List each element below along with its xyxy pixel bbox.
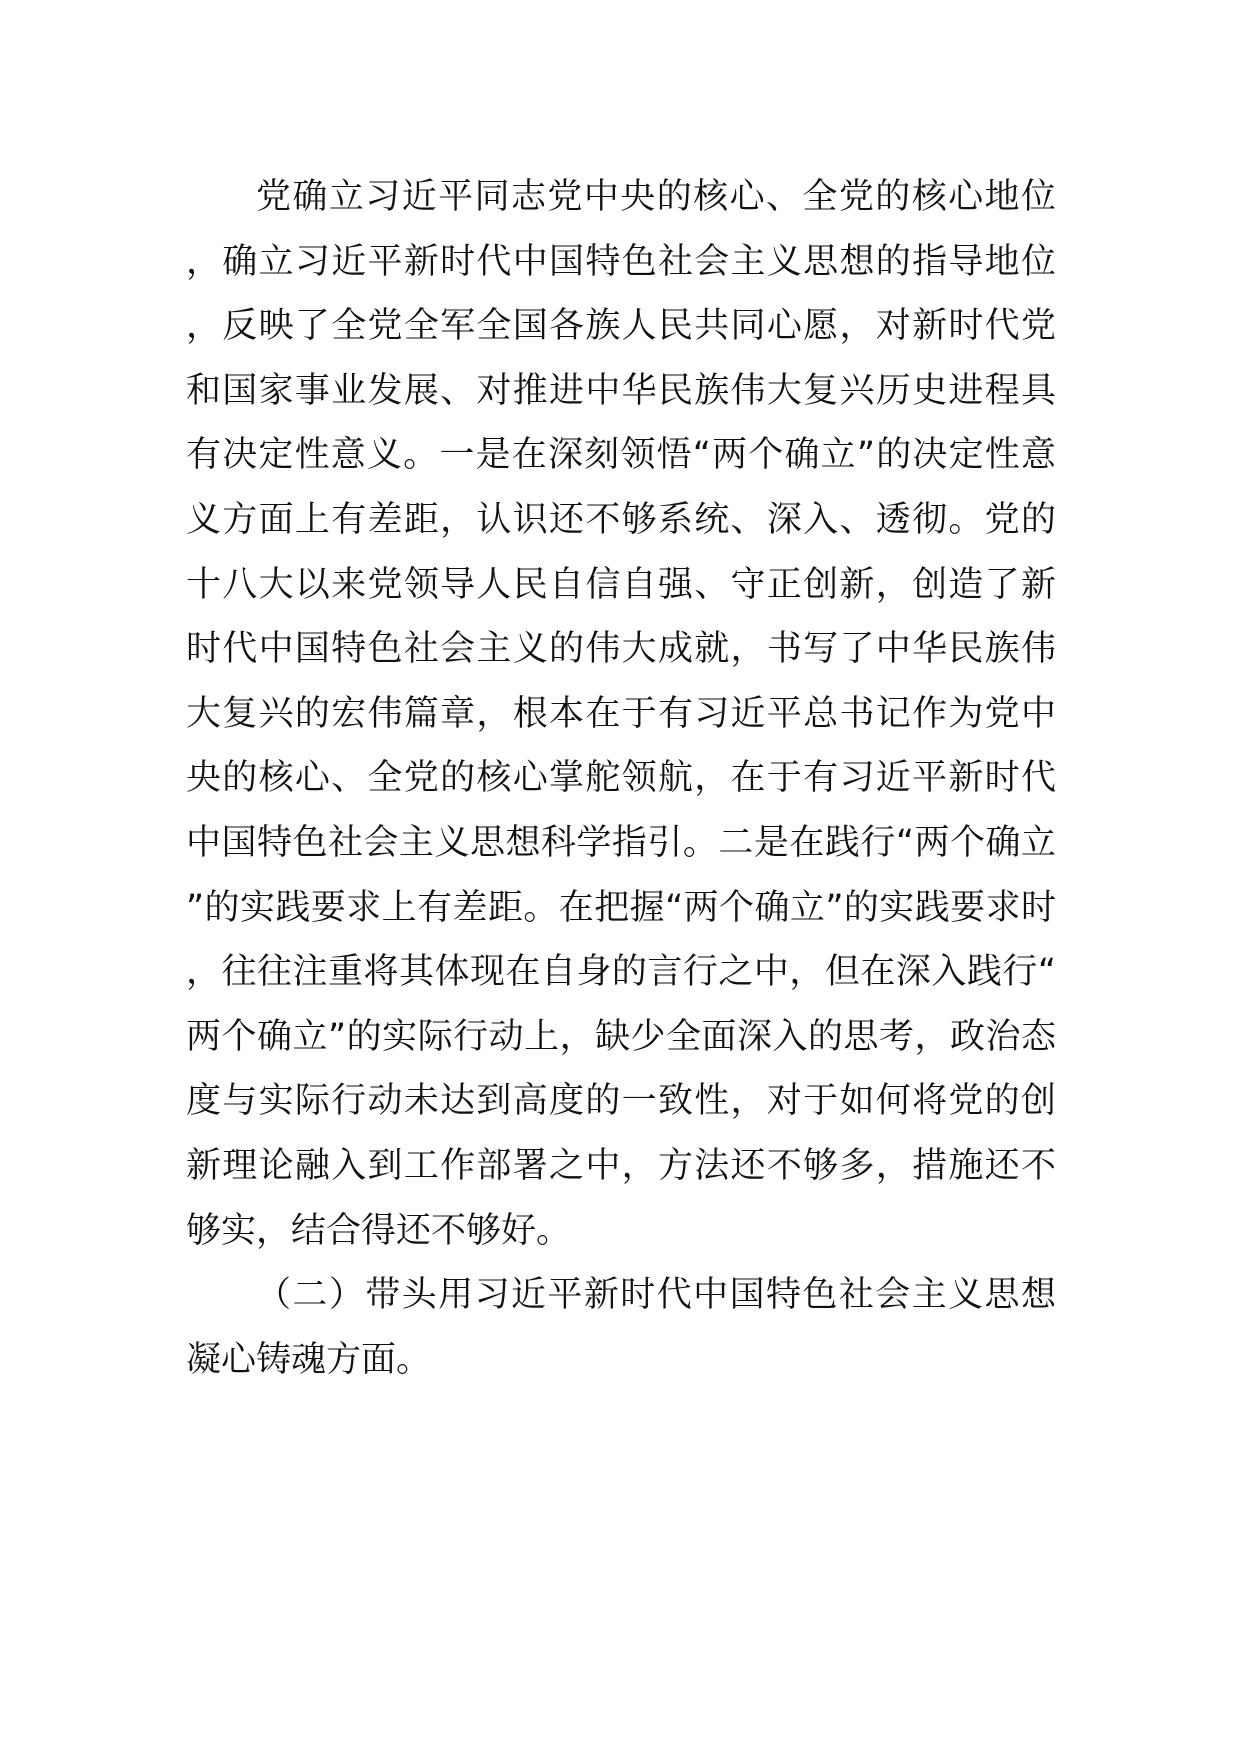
paragraph-main: 党确立习近平同志党中央的核心、全党的核心地位，确立习近平新时代中国特色社会主义思想的指导地位，反映了全党全军全国各族人民共同心愿，对新时代党和国家事业发展、对推进中华民族伟大复兴历史进程具有决定性意义。一是在深刻领悟“两个确立”的决定性意义方面上有差距，认识还不够系统、深入、透彻。党的十八大以来党领导人民自信自强、守正创新，创造了新时代中国特色社会主义的伟大成就，书写了中华民族伟大复兴的宏伟篇章，根本在于有习近平总书记作为党中央的核心、全党的核心掌舵领航，在于有习近平新时代中国特色社会主义思想科学指引。二是在践行“两个确立”的实践要求上有差距。在把握“两个确立”的实践要求时，往往注重将其体现在自身的言行之中，但在深入践行“两个确立”的实际行动上，缺少全面深入的思考，政治态度与实际行动未达到高度的一致性，对于如何将党的创新理论融入到工作部署之中，方法还不够多，措施还不够实，结合得还不够好。 bbox=[186, 177, 1056, 1251]
document-body bbox=[186, 165, 1056, 1392]
paragraph-section-heading: （二）带头用习近平新时代中国特色社会主义思想凝心铸魂方面。 bbox=[186, 1275, 1056, 1380]
